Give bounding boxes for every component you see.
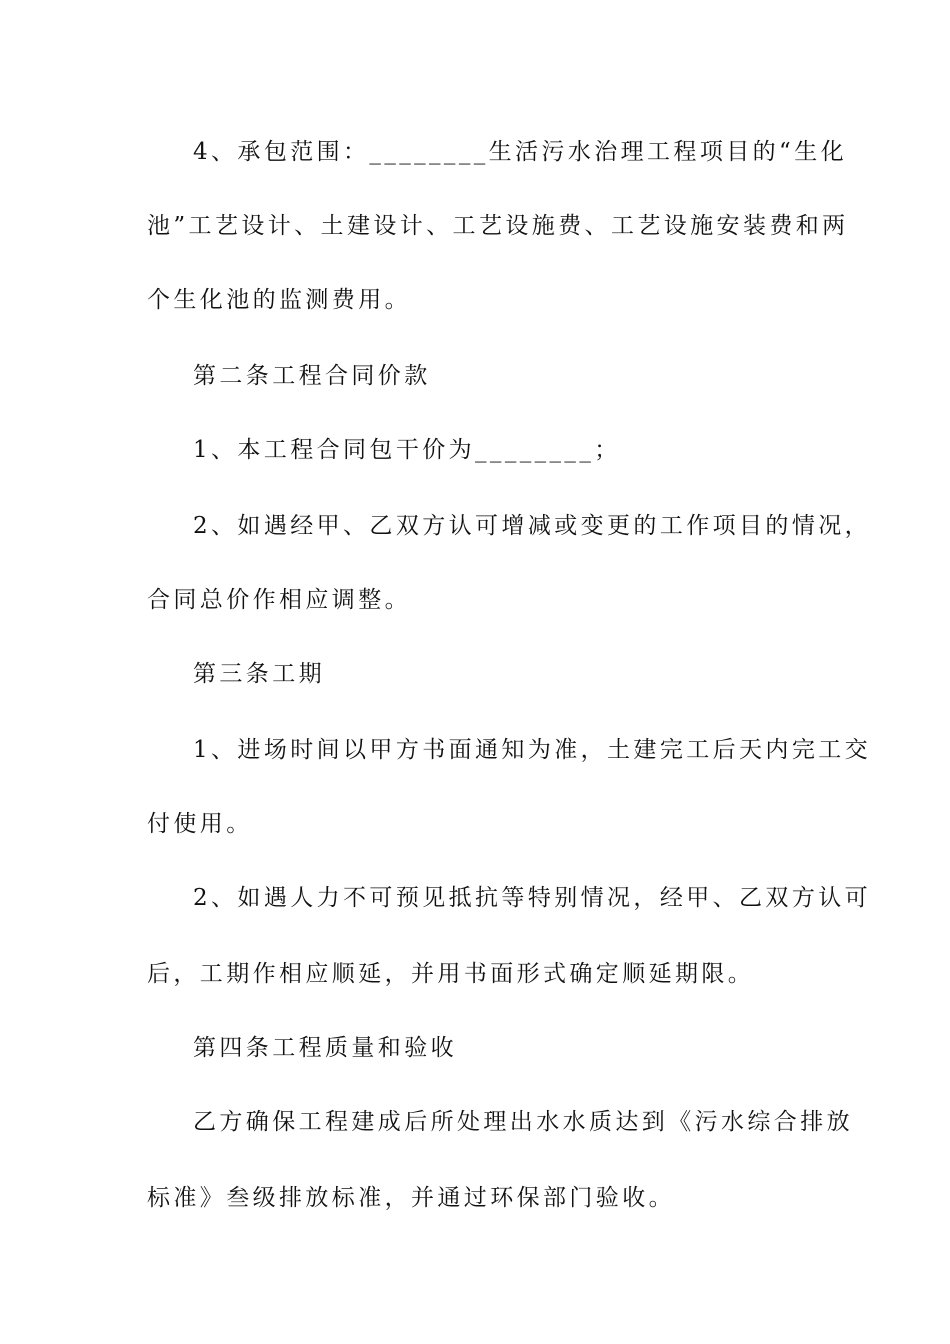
section-heading-schedule: 第三条工期 [193, 661, 325, 687]
clause-quality-line-2: 标准》叁级排放标准，并通过环保部门验收。 [147, 1185, 675, 1211]
section-heading-contract-price: 第二条工程合同价款 [193, 363, 431, 389]
clause-scope-line-3: 个生化池的监测费用。 [147, 287, 411, 313]
clause-scope-line-1: 4、承包范围：________生活污水治理工程项目的“生化 [193, 139, 847, 165]
clause-schedule-1-line-2: 付使用。 [147, 811, 253, 837]
section-heading-quality: 第四条工程质量和验收 [193, 1035, 457, 1061]
clause-quality-line-1: 乙方确保工程建成后所处理出水水质达到《污水综合排放 [193, 1109, 853, 1135]
clause-price-2-line-2: 合同总价作相应调整。 [147, 587, 411, 613]
clause-price-2-line-1: 2、如遇经甲、乙双方认可增减或变更的工作项目的情况， [193, 513, 872, 539]
clause-price-1: 1、本工程合同包干价为________； [193, 437, 621, 463]
clause-schedule-1-line-1: 1、进场时间以甲方书面通知为准，土建完工后天内完工交 [193, 737, 872, 763]
clause-schedule-2-line-1: 2、如遇人力不可预见抵抗等特别情况，经甲、乙双方认可 [193, 885, 872, 911]
clause-schedule-2-line-2: 后，工期作相应顺延，并用书面形式确定顺延期限。 [147, 961, 755, 987]
clause-scope-line-2: 池”工艺设计、土建设计、工艺设施费、工艺设施安装费和两 [147, 213, 849, 239]
